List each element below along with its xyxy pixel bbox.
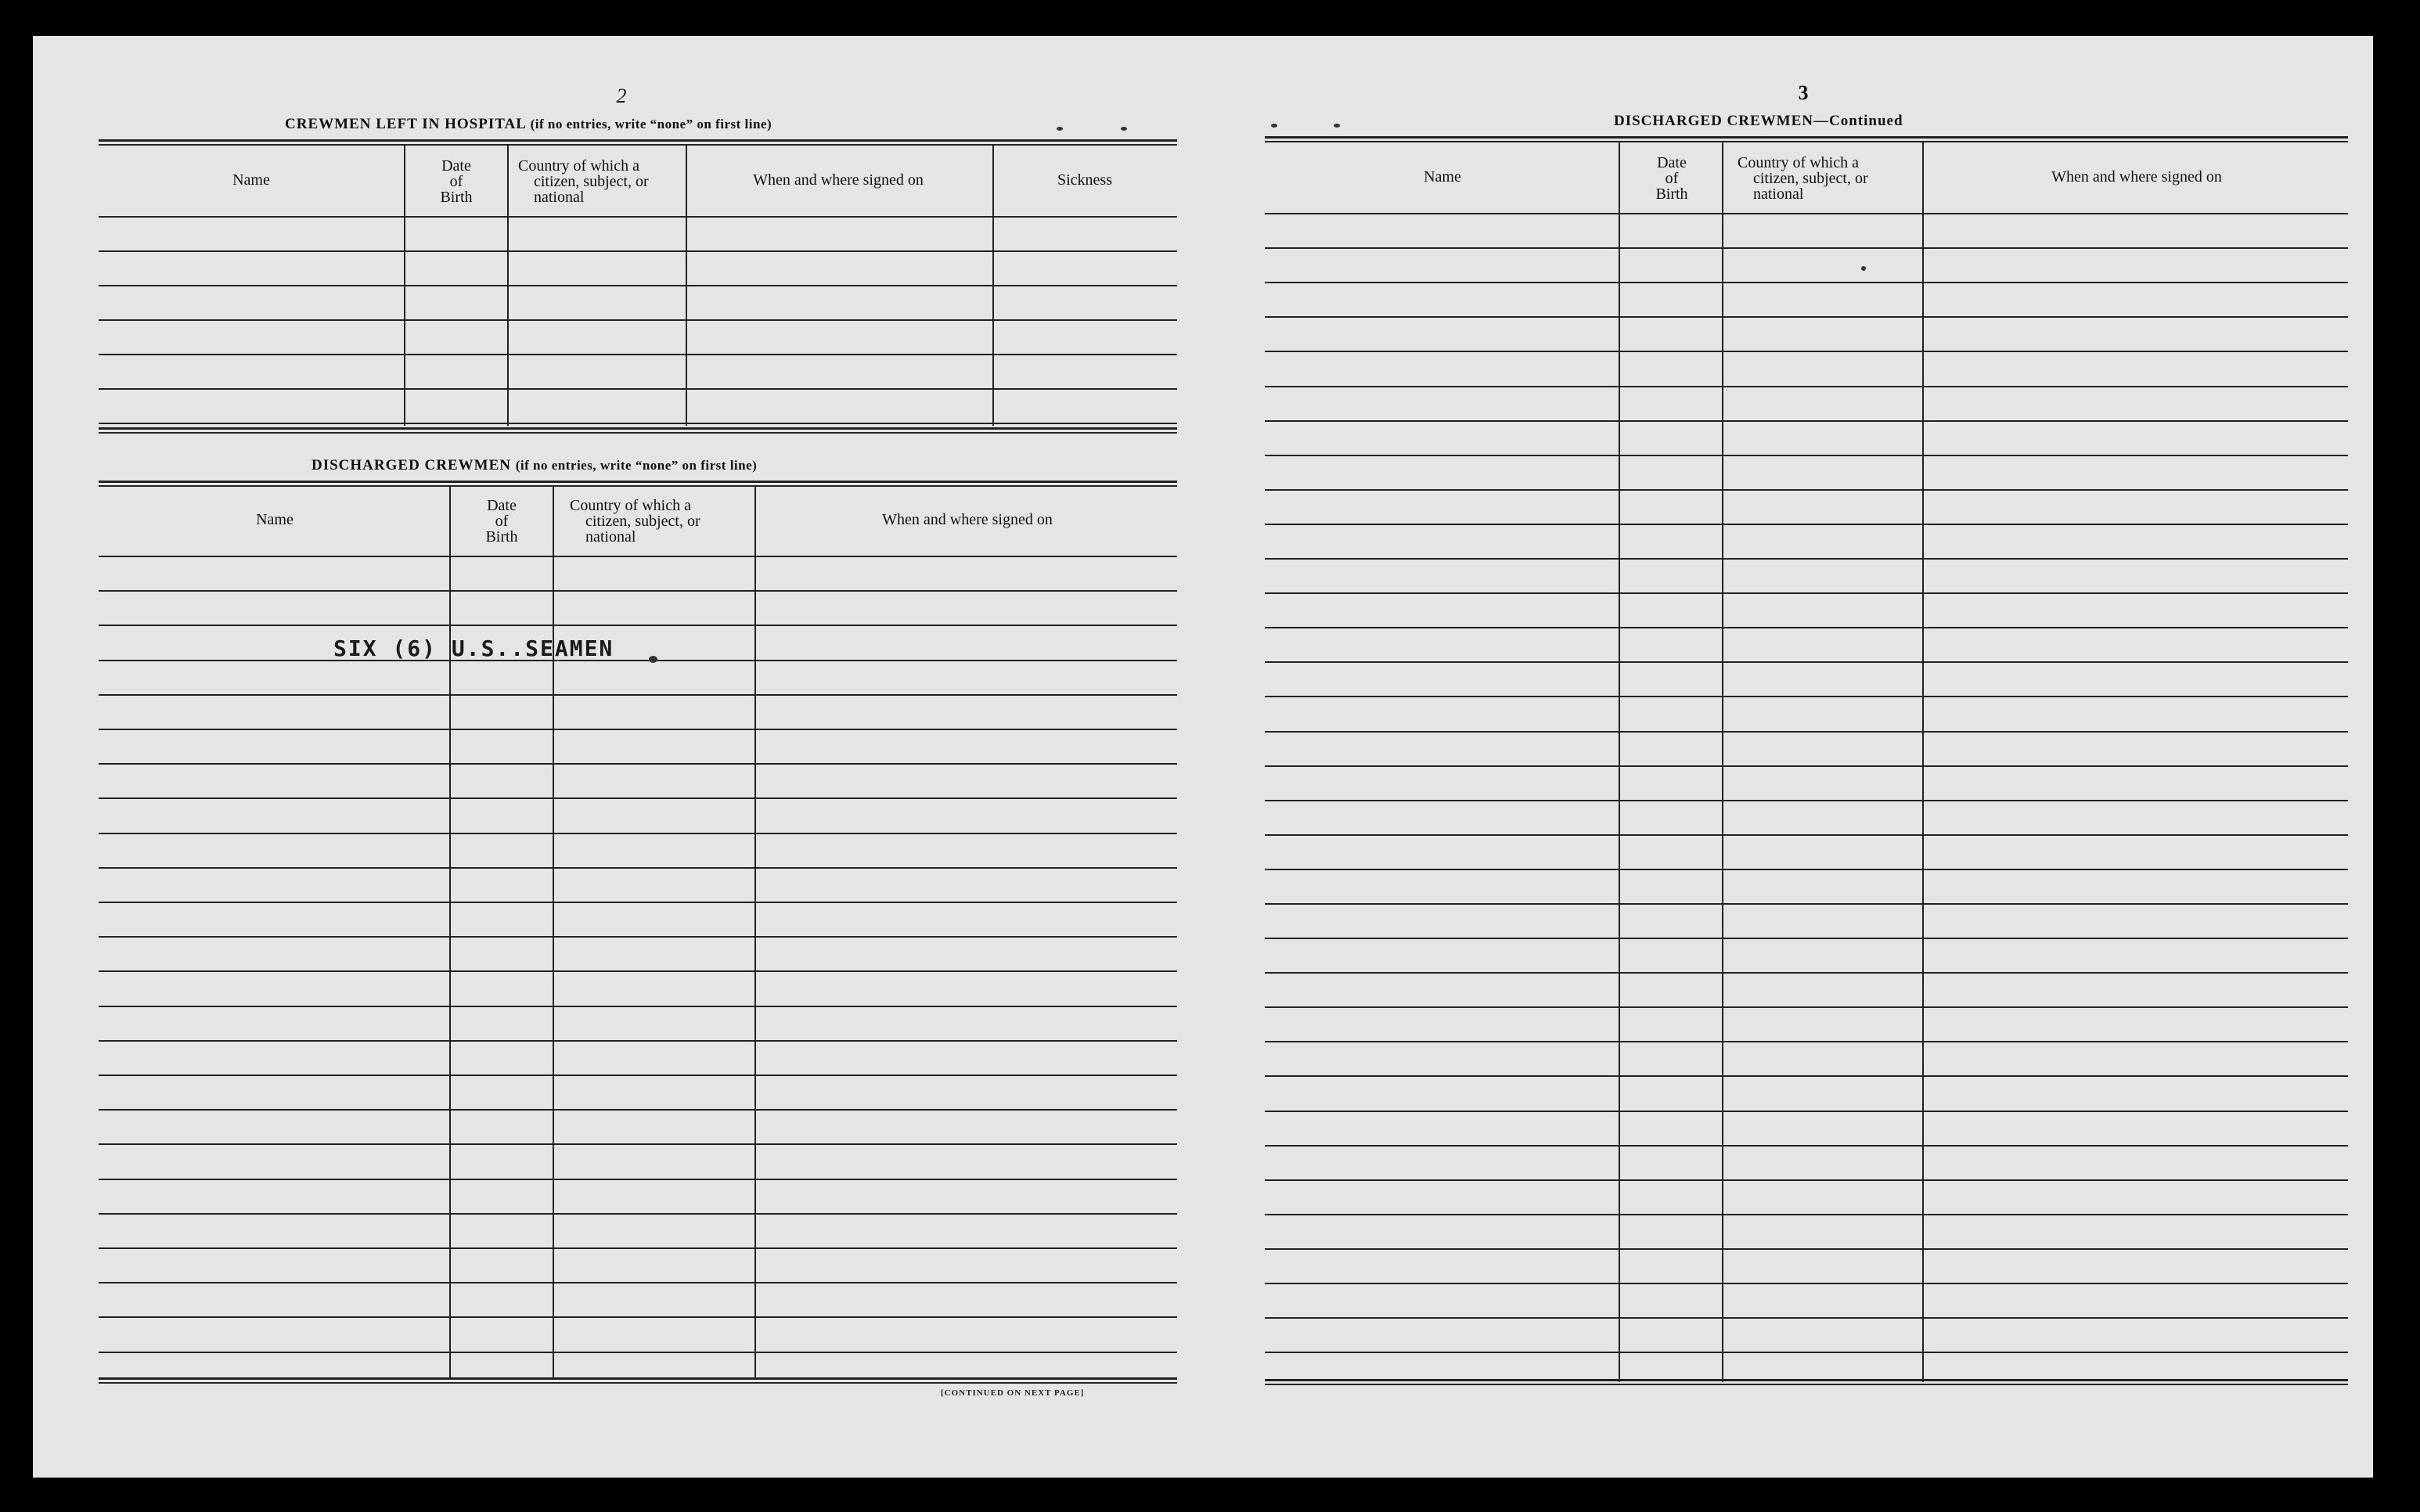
- ink-mark: [1334, 124, 1340, 128]
- discharged-title-note: (if no entries, write “none” on first line): [515, 458, 758, 473]
- form-rule-line: [99, 1075, 1177, 1076]
- form-rule-line: [1265, 316, 2348, 318]
- form-rule-line: [1265, 1041, 2348, 1042]
- form-rule-line: [1265, 972, 2348, 974]
- form-column-divider: [686, 144, 687, 426]
- form-column-divider: [553, 485, 554, 1377]
- right-col-signed-on: When and where signed on: [2051, 168, 2222, 185]
- form-rule-line: [1265, 282, 2348, 283]
- form-rule-line: [99, 797, 1177, 799]
- form-rule-line: [1265, 731, 2348, 733]
- form-rule-line: [99, 1382, 1177, 1384]
- page-number-right: 3: [1798, 81, 1809, 104]
- form-column-divider: [1619, 141, 1620, 1382]
- form-rule-line: [99, 902, 1177, 903]
- form-column-divider: [404, 144, 405, 426]
- discharged-title-text: DISCHARGED CREWMEN: [312, 457, 511, 473]
- form-rule-line: [1265, 869, 2348, 870]
- form-rule-line: [1265, 1214, 2348, 1215]
- form-rule-line: [1265, 592, 2348, 594]
- form-rule-line: [99, 556, 1177, 557]
- form-rule-line: [1265, 696, 2348, 697]
- form-rule-line: [99, 936, 1177, 938]
- form-rule-line: [99, 319, 1177, 321]
- discharged-col-name: Name: [256, 511, 293, 528]
- form-rule-line: [99, 250, 1177, 252]
- form-rule-line: [1265, 765, 2348, 767]
- form-column-divider: [754, 485, 756, 1377]
- form-column-divider: [1722, 141, 1723, 1382]
- form-rule-line: [1265, 455, 2348, 456]
- ink-mark: [1057, 127, 1063, 131]
- form-rule-line: [99, 285, 1177, 286]
- hospital-section-title: [285, 116, 772, 133]
- form-rule-line: [99, 970, 1177, 972]
- form-rule-line: [99, 423, 1177, 424]
- form-rule-line: [1265, 834, 2348, 836]
- discharged-col-signed-on: When and where signed on: [882, 511, 1053, 528]
- form-rule-line: [99, 1352, 1177, 1353]
- typed-period-mark: [649, 656, 657, 663]
- form-column-divider: [992, 144, 994, 426]
- right-section-title: DISCHARGED CREWMEN—Continued: [1614, 113, 1903, 129]
- form-rule-line: [99, 1377, 1177, 1380]
- continued-footer: [CONTINUED ON NEXT PAGE]: [941, 1388, 1085, 1398]
- ink-mark: [1121, 127, 1127, 131]
- form-rule-line: [1265, 1111, 2348, 1112]
- form-rule-line: [1265, 1379, 2348, 1381]
- form-rule-line: [1265, 351, 2348, 352]
- form-rule-line: [99, 216, 1177, 218]
- form-rule-line: [99, 1179, 1177, 1180]
- form-rule-line: [99, 1040, 1177, 1042]
- typed-entry: SIX (6) U.S..SEAMEN: [333, 635, 614, 661]
- form-rule-line: [99, 1247, 1177, 1249]
- form-rule-line: [1265, 938, 2348, 939]
- hospital-col-sickness: Sickness: [1057, 171, 1112, 189]
- discharged-section-title: [312, 457, 757, 474]
- hospital-col-dob: Date of Birth: [440, 157, 473, 206]
- form-rule-line: [99, 1109, 1177, 1111]
- form-rule-line: [1265, 1145, 2348, 1147]
- form-rule-line: [1265, 1248, 2348, 1250]
- right-col-dob: Date of Birth: [1655, 154, 1688, 203]
- form-rule-line: [99, 625, 1177, 626]
- ink-mark: [1861, 266, 1866, 271]
- form-rule-line: [99, 867, 1177, 869]
- discharged-col-dob: Date of Birth: [485, 497, 518, 545]
- form-rule-line: [1265, 247, 2348, 249]
- form-rule-line: [1265, 420, 2348, 422]
- form-rule-line: [1265, 558, 2348, 560]
- form-rule-line: [1265, 661, 2348, 663]
- form-rule-line: [99, 833, 1177, 834]
- form-column-divider: [1922, 141, 1924, 1382]
- form-rule-line: [1265, 386, 2348, 387]
- form-paper: [33, 36, 2373, 1478]
- form-rule-line: [1265, 1075, 2348, 1077]
- page-number-left: 2: [616, 85, 627, 107]
- hospital-title-text: CREWMEN LEFT IN HOSPITAL: [285, 116, 526, 132]
- form-rule-line: [99, 1213, 1177, 1215]
- form-rule-line: [1265, 524, 2348, 525]
- form-rule-line: [1265, 800, 2348, 801]
- form-rule-line: [99, 1282, 1177, 1283]
- right-col-name: Name: [1424, 168, 1461, 185]
- right-col-country: Country of which a citizen, subject, or national: [1738, 154, 1868, 203]
- form-rule-line: [1265, 213, 2348, 214]
- form-rule-line: [99, 660, 1177, 661]
- form-rule-line: [99, 427, 1177, 430]
- form-rule-line: [99, 1006, 1177, 1007]
- form-rule-line: [99, 432, 1177, 434]
- form-rule-line: [1265, 1179, 2348, 1181]
- form-rule-line: [1265, 1384, 2348, 1385]
- hospital-col-signed-on: When and where signed on: [753, 171, 924, 189]
- form-rule-line: [99, 763, 1177, 765]
- form-rule-line: [1265, 627, 2348, 628]
- discharged-col-country: Country of which a citizen, subject, or national: [570, 497, 700, 545]
- form-column-divider: [507, 144, 509, 426]
- form-rule-line: [99, 388, 1177, 390]
- hospital-col-country: Country of which a citizen, subject, or national: [518, 157, 649, 206]
- form-rule-line: [99, 590, 1177, 592]
- form-rule-line: [1265, 1006, 2348, 1008]
- form-rule-line: [99, 354, 1177, 355]
- form-rule-line: [1265, 1352, 2348, 1353]
- form-rule-line: [99, 1316, 1177, 1318]
- hospital-title-note: (if no entries, write “none” on first line): [530, 117, 772, 131]
- form-rule-line: [99, 1143, 1177, 1145]
- form-rule-line: [1265, 903, 2348, 905]
- form-rule-line: [99, 694, 1177, 696]
- ink-mark: [1271, 124, 1277, 128]
- form-rule-line: [1265, 489, 2348, 491]
- form-rule-line: [1265, 1283, 2348, 1284]
- form-column-divider: [449, 485, 451, 1377]
- form-rule-line: [1265, 1317, 2348, 1319]
- form-rule-line: [99, 729, 1177, 730]
- hospital-col-name: Name: [232, 171, 270, 189]
